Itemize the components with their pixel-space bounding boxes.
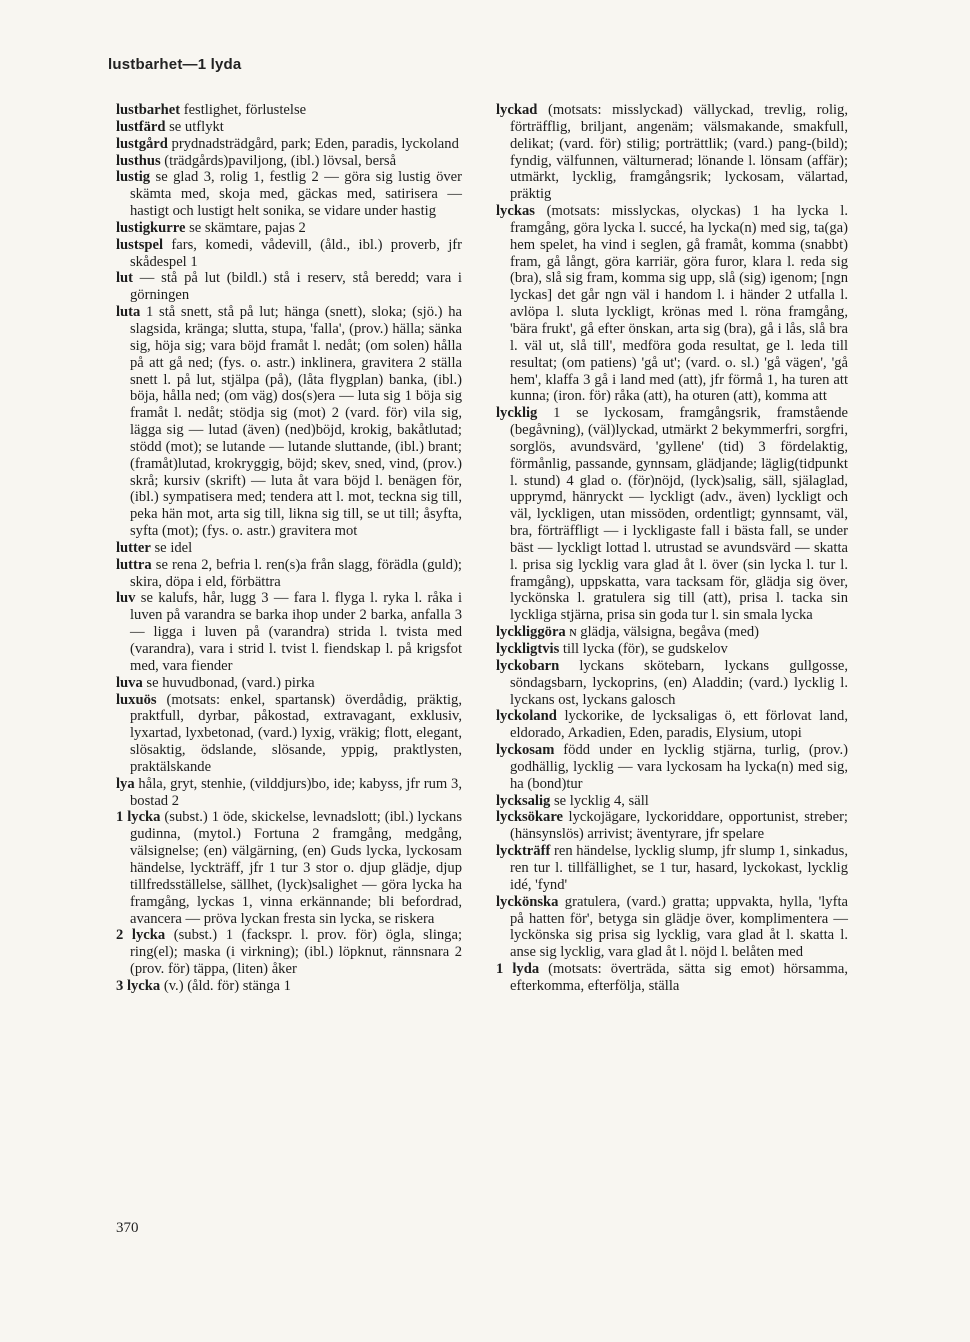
dictionary-entry bbox=[496, 641, 848, 658]
entry-definition: lyckans skötebarn, lyckans gullgosse, söndagsbarn, lyckoprins, (en) Aladdin; (vard.) lycklig l. lyckans ost, lyckans galosch bbox=[510, 657, 848, 708]
entry-headword: lustspel bbox=[116, 236, 164, 253]
entry-definition: lyckorike, de lycksaligas ö, ett förlovat land, eldorado, Arkadien, Eden, paradis, Elysium, utopi bbox=[510, 708, 848, 742]
page-number: 370 bbox=[116, 1220, 139, 1236]
entry-headword: lustbarhet bbox=[116, 102, 181, 118]
entry-headword: lyckad bbox=[496, 102, 538, 118]
dictionary-entry bbox=[496, 708, 848, 742]
entry-headword: lyckas bbox=[496, 203, 535, 220]
dictionary-entry bbox=[116, 102, 462, 119]
entry-definition: (motsats: misslyckas, olyckas) 1 ha lycka l. framgång, göra lycka l. succé, ha lycka(n) med sig, ta(ga) hem spelet, ha vind i seglen, gå framåt, komma (snabbt) fram, gå långt, göra karriär, göra furor, klara l. reda sig (bra), slå sig fram, komma sig upp, slå (sig) igenom; [ngn lyckas] det går ngn väl i handom l. i händer 2 utfalla l. avlöpa l. sluta lyckligt, krönas med l. röna framgång, 'bära frukt', gå efter önskan, arta sig (bra), gå i lås, slå bra l. väl ut, slå till', medföra goda resultat, ge l. leda till resultat; (om patiens) 'gå ut'; (vard. o. sl.) 'gå vägen', 'gå hem', klaffa 3 gå i land med (att), jfr förmå 1, ha turen att kunna; (iron. för) råka (att), ha oturen (att), komma att bbox=[510, 203, 848, 405]
entry-headword: luta bbox=[116, 304, 141, 321]
entry-headword: 1 lycka bbox=[116, 809, 161, 826]
entry-definition: född under en lycklig stjärna, turlig, (prov.) godhällig, lycklig — vara lyckosam ha lycka(n) med sig, ha (bond)tur bbox=[510, 742, 848, 792]
entry-headword: lyckosam bbox=[496, 742, 555, 759]
entry-definition: (motsats: misslyckad) vällyckad, trevlig, rolig, förträfflig, briljant, angenäm; välsmakande, smakfull, delikat; (vard. för) stilig; porträttlik; (vard.) pang-(bild); fyndig, välfunnen, välturnerad; lönande l. lönsam (affär); utmärkt, lycklig, framgångsrik; lyckosam, välartad, präktig bbox=[510, 102, 848, 203]
entry-headword: luv bbox=[116, 590, 136, 607]
dictionary-entry bbox=[496, 658, 848, 709]
entry-headword: 2 lycka bbox=[116, 927, 166, 944]
entry-definition: se kalufs, hår, lugg 3 — fara l. flyga l. ryka l. råka i luven på varandra se barka ihop under 2 barka, anfalla 3 — ligga i luven på (varandra) strida l. tvista med (varandra), vara i strid l. tvist l. fiendskap l. på krigsfot med, vara fiender bbox=[130, 590, 462, 674]
dictionary-entry bbox=[496, 843, 848, 894]
dictionary-entry bbox=[116, 119, 462, 136]
entry-headword: lya bbox=[116, 775, 135, 792]
entry-definition: (motsats: överträda, sätta sig emot) hörsamma, efterkomma, efterfölja, ställa bbox=[510, 961, 848, 994]
dictionary-entry bbox=[116, 220, 462, 237]
entry-definition: se utflykt bbox=[165, 118, 224, 135]
entry-definition: fars, komedi, vådevill, (åld., ibl.) proverb, jfr skådespel 1 bbox=[130, 236, 462, 270]
entry-headword: lycksalig bbox=[496, 792, 551, 809]
dictionary-entry bbox=[496, 894, 848, 961]
dictionary-entry bbox=[116, 675, 462, 692]
dictionary-entry bbox=[496, 102, 848, 203]
entry-headword: lyckoland bbox=[496, 708, 557, 725]
entry-definition: lyckojägare, lyckoriddare, opportunist, streber; (hänsynslös) arrivist; äventyrare, jfr spelare bbox=[510, 809, 848, 843]
dictionary-entry bbox=[116, 927, 462, 978]
dictionary-entry bbox=[496, 742, 848, 793]
dictionary-entry bbox=[116, 590, 462, 674]
entry-headword: lyckliggöra bbox=[496, 624, 566, 641]
dictionary-entry bbox=[496, 624, 848, 641]
entry-definition: (v.) (åld. för) stänga 1 bbox=[160, 977, 291, 994]
dictionary-entry bbox=[116, 237, 462, 271]
dictionary-entry bbox=[116, 776, 462, 810]
entry-definition: se huvudbonad, (vard.) pirka bbox=[142, 674, 315, 691]
entry-headword: lusthus bbox=[116, 152, 161, 169]
dictionary-entry bbox=[496, 809, 848, 843]
dictionary-entry bbox=[116, 304, 462, 540]
dictionary-entry bbox=[116, 557, 462, 591]
entry-definition: se skämtare, pajas 2 bbox=[185, 219, 306, 236]
dictionary-entry bbox=[116, 136, 462, 153]
entry-headword: luttra bbox=[116, 556, 152, 573]
entry-definition: till lycka (för), se gudskelov bbox=[559, 641, 728, 657]
entry-headword: 1 lyda bbox=[496, 961, 540, 978]
entry-definition: festlighet, förlustelse bbox=[180, 102, 307, 118]
dictionary-entry bbox=[496, 793, 848, 810]
right-column bbox=[496, 102, 848, 995]
entry-definition: se lycklig 4, säll bbox=[550, 792, 649, 809]
entry-headword: 3 lycka bbox=[116, 977, 161, 994]
dictionary-entry bbox=[116, 540, 462, 557]
dictionary-entry bbox=[496, 405, 848, 624]
entry-headword: lyckträff bbox=[496, 843, 551, 860]
entry-definition: (trädgårds)paviljong, (ibl.) lövsal, berså bbox=[160, 152, 397, 169]
entry-headword: lyckobarn bbox=[496, 657, 560, 674]
entry-headword: luxuös bbox=[116, 691, 157, 708]
entry-headword: luva bbox=[116, 674, 143, 691]
left-column bbox=[116, 102, 462, 995]
entry-headword: lycksökare bbox=[496, 809, 564, 826]
entry-definition: se glad 3, rolig 1, festlig 2 — göra sig lustig över skämta med, skoja med, gäckas med, satirisera — hastigt och lustigt helt sonika, se vidare under hastig bbox=[130, 169, 462, 220]
dictionary-entry bbox=[116, 153, 462, 170]
entry-definition: gratulera, (vard.) gratta; uppvakta, hylla, 'lyfta på hatten för', betyga sin glädje över, komplimentera — lyckönska sig prisa sig lycklig, vara glad åt l. skatta l. anse sig lycklig, vara glad åt l. nöjd l. belåten med bbox=[510, 893, 848, 961]
entry-headword: lycklig bbox=[496, 405, 538, 422]
entry-definition: (subst.) 1 (fackspr. l. prov. för) ögla, slinga; ring(el); maska (i virkning); (ibl.) löpknut, rännsnara 2 (prov. för) täppa, (liten) åker bbox=[130, 927, 462, 978]
entry-definition: se idel bbox=[150, 539, 193, 556]
entry-headword: lustig bbox=[116, 169, 151, 186]
dictionary-entry bbox=[496, 203, 848, 405]
entry-headword: lustigkurre bbox=[116, 219, 186, 236]
dictionary-entry bbox=[116, 692, 462, 776]
entry-definition: 1 stå snett, stå på lut; hänga (snett), sloka; (sjö.) ha slagsida, kränga; slutta, stupa, 'falla', (prov.) hälla; sänka sig, höja sig; vara böjd framåt l. nedåt; (om solen) hålla på att gå ned; (fys. o. astr.) inklinera, gravitera 2 ställa snett l. på lut, stjälpa (på), (låta flygplan) banka, (ibl.) böja, hålla ned; (om väg) dos(s)era — luta sig 1 böja sig framåt l. nedåt; stödja sig (mot) 2 (vard. för) vila sig, lägga sig — lutad (även) (ned)böjd, krokig, bakåtlutad; stödd (mot); se lutande — lutande sluttande, (ibl.) brant; (framåt)lutad, krokryggig, böjd; skev, sned, vind, (prov.) skrå; kursiv (skrift) — luta åt vara böjd l. benägen för, (ibl.) sympatisera med; tendera att l. mot, teckna sig till, peka hän mot, arta sig till, likna sig till, se ut till; åsyfta, syfta (mot); (fys. o. astr.) gravitera mot bbox=[130, 304, 462, 540]
entry-definition: ren händelse, lycklig slump, jfr slump 1, sinkadus, ren tur l. tillfällighet, se 1 tur, hasard, lyckokast, lycklig idé, 'fynd' bbox=[510, 843, 848, 893]
entry-definition: håla, gryt, stenhie, (vilddjurs)bo, ide; kabyss, jfr rum 3, bostad 2 bbox=[130, 775, 462, 809]
entry-definition: (subst.) 1 öde, skickelse, levnadslott; (ibl.) lyckans gudinna, (mytol.) Fortuna 2 framgång, medgång, välsignelse; (en) välgärning, (en) Guds lycka, lyckosam händelse, lyckträff, jfr 1 tur 3 stor o. djup glädje, djup tillfredsställelse, sällhet, (lyck)salighet — göra lycka ha framgång, lyckas 1, vinna erkännande; bli befordrad, avancera — pröva lyckan fresta sin lycka, se riskera bbox=[130, 809, 463, 927]
entry-headword: lustfärd bbox=[116, 118, 166, 135]
entry-definition: (motsats: enkel, spartansk) överdådig, präktig, praktfull, dyrbar, påkostad, extravagant, exklusiv, lyxartad, lyxbetonad, (vard.) lyxig, vräkig; flott, elegant, slösaktig, ödslande, slösande, yppig, praktlysten, praktälskande bbox=[130, 691, 462, 775]
entry-definition: — stå på lut (bildl.) stå i reserv, stå beredd; vara i görningen bbox=[130, 270, 462, 304]
entry-definition: 1 se lyckosam, framgångsrik, framstående (begåvning), (väl)lyckad, utmärkt 2 bekymmerfri, sorgfri, sorglös, avundsvärd, 'gyllene' (tid) 3 fördelaktig, förmånlig, passande, gynnsam, glädjande; läglig(tidpunkt l. stund) 4 glad o. (för)nöjd, (lyck)salig, säll, själaglad, upprymd, hänryckt — lyckligt (adv., även) lyckligt och väl, lyckligen, utan missöden, ordentligt; gynnsamt, väl, bra, förträffligt — i lyckligaste fall i bästa fall, se under bäst — lyckligt lottad l. utrustad se avundsvärd — skatta l. prisa sig lycklig vara glad åt l. över (sin lycka l. tur l. framgång), uppskatta, vara tacksam för, glädja sig över, lyckönska l. gratulera sig till (att), prisa l. tacka sin lyckliga stjärna, prisa sin goda tur l. sin smala lycka bbox=[510, 405, 848, 624]
dictionary-entry bbox=[116, 809, 462, 927]
entry-definition: prydnadsträdgård, park; Eden, paradis, lyckoland bbox=[167, 135, 459, 152]
entry-headword: lutter bbox=[116, 539, 151, 556]
dictionary-entry bbox=[496, 961, 848, 995]
entry-definition: se rena 2, befria l. ren(s)a från slagg, förädla (guld); skira, döpa i eld, förbättra bbox=[130, 556, 462, 590]
entry-headword: lustgård bbox=[116, 135, 168, 152]
dictionary-entry bbox=[116, 270, 462, 304]
entry-headword: lyckligtvis bbox=[496, 641, 560, 657]
entry-headword: lut bbox=[116, 270, 134, 287]
dictionary-entry bbox=[116, 169, 462, 220]
dictionary-entry bbox=[116, 978, 462, 995]
running-head: lustbarhet—1 lyda bbox=[108, 56, 242, 73]
entry-definition: ɴ glädja, välsigna, begåva (med) bbox=[565, 624, 759, 641]
entry-headword: lyckönska bbox=[496, 893, 559, 910]
